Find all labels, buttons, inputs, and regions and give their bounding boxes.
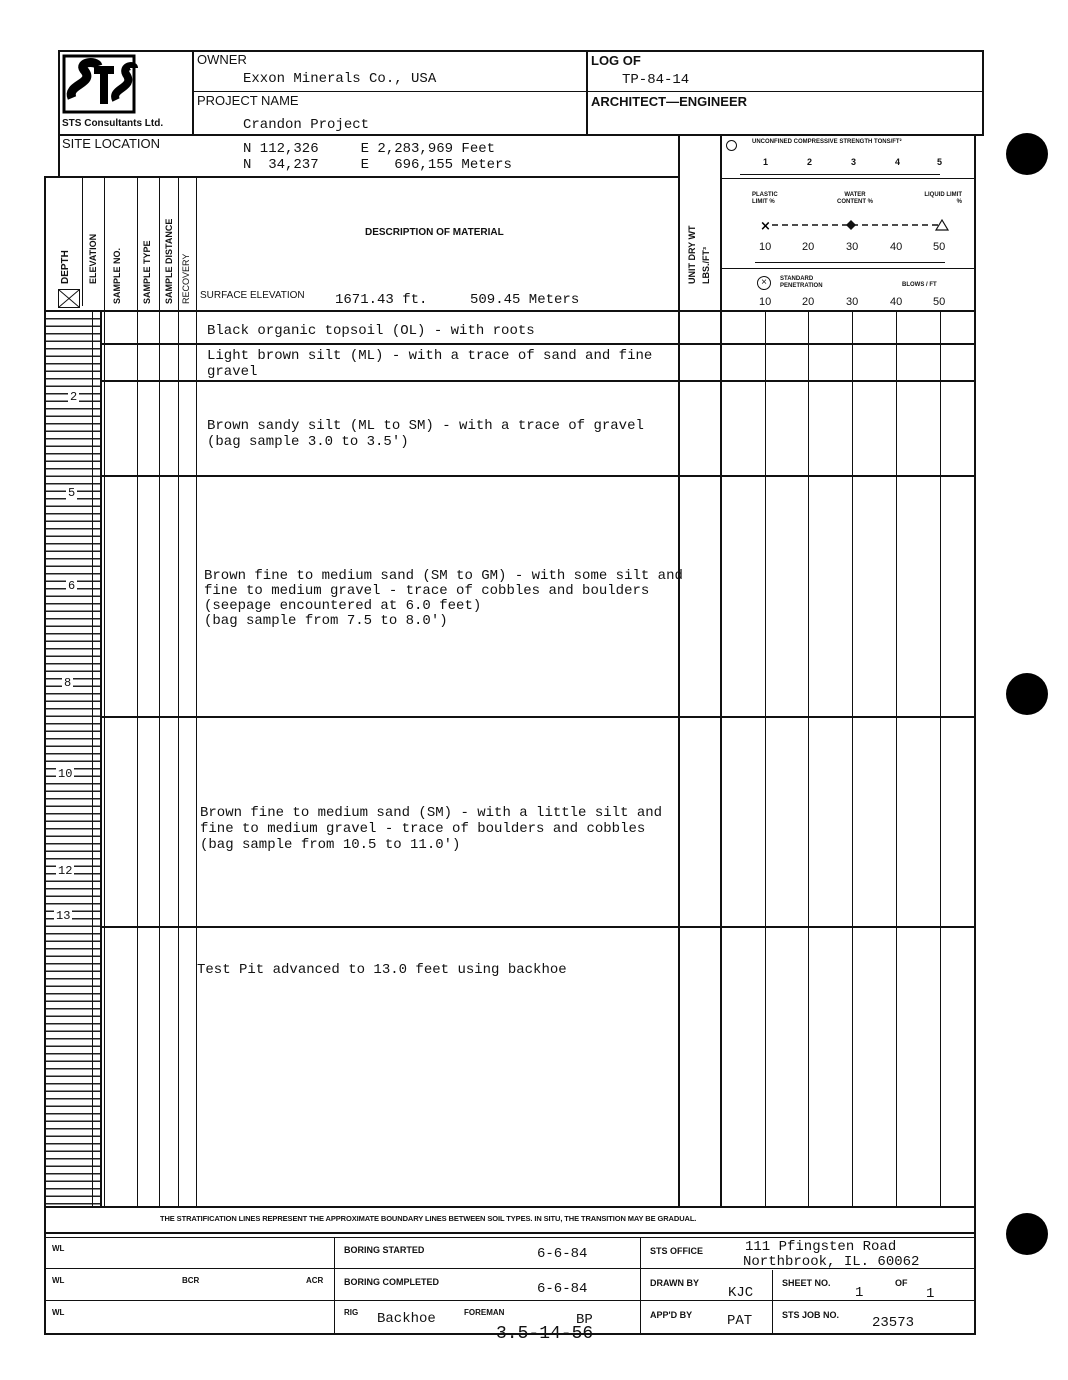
- layer-description: Light brown silt (ML) - with a trace of sand and fine gravel: [207, 348, 653, 380]
- project-value: Crandon Project: [243, 117, 370, 133]
- site-location-line1: N 112,326 E 2,283,969 Feet: [243, 141, 496, 157]
- footer-col-2: [640, 1238, 641, 1334]
- spt-tick-20: 20: [802, 296, 815, 308]
- sample-distance-header: SAMPLE DISTANCE: [164, 218, 174, 304]
- graph-col-4: [896, 310, 897, 1206]
- note-bottom: [44, 1232, 976, 1234]
- header-bottom: [58, 134, 984, 136]
- depth-col-divider: [92, 312, 93, 1206]
- surface-elevation-m: 509.45 Meters: [470, 292, 580, 308]
- sts-office-line2: Northbrook, IL. 60062: [743, 1254, 920, 1270]
- water-content-label: WATER CONTENT %: [837, 192, 873, 205]
- sample-no-header: SAMPLE NO.: [112, 247, 122, 304]
- col-unit-left: [678, 136, 680, 1208]
- owner-label: OWNER: [197, 52, 247, 67]
- strata-line-1: [102, 343, 976, 345]
- col-desc-left: [196, 176, 197, 1206]
- spt-label: STANDARD PENETRATION: [780, 276, 823, 289]
- col-elev-left: [82, 176, 83, 306]
- footer-col-1: [334, 1238, 335, 1334]
- depth-mark-5: 5: [68, 486, 76, 500]
- lbs-ft3-header: LBS./FT³: [701, 247, 711, 284]
- log-of-value: TP-84-14: [622, 72, 690, 88]
- binder-hole-bottom: [1006, 1213, 1048, 1255]
- recovery-header: RECOVERY: [181, 253, 191, 304]
- ucs-tick-4: 4: [895, 157, 901, 167]
- sheet-no-label: SHEET NO.: [782, 1278, 831, 1288]
- depth-mark-2: 2: [70, 390, 78, 404]
- layer-description: Black organic topsoil (OL) - with roots: [207, 323, 535, 339]
- wl-label-2: WL: [52, 1276, 65, 1285]
- ucs-circle-icon: [726, 140, 737, 151]
- depth-mark-6: 6: [68, 579, 76, 593]
- drawn-by-label: DRAWN BY: [650, 1278, 699, 1288]
- layer-description: Brown fine to medium sand (SM) - with a little silt and fine to medium gravel - trace of boulders and cobbles (bag sample from 10.5 to 11.0'): [200, 805, 663, 853]
- rig-label: RIG: [344, 1308, 359, 1317]
- appd-by-label: APP'D BY: [650, 1310, 693, 1320]
- foreman-label: FOREMAN: [464, 1308, 505, 1317]
- wc-tick-20: 20: [802, 241, 815, 253]
- company-name: STS Consultants Ltd.: [62, 118, 164, 129]
- graph-col-3: [852, 310, 853, 1206]
- graph-col-2: [808, 310, 809, 1206]
- depth-mark-12: 12: [58, 864, 73, 878]
- surface-elevation-label: SURFACE ELEVATION: [200, 290, 305, 301]
- bcr-label: BCR: [182, 1276, 200, 1285]
- sts-office-line1: 111 Pfingsten Road: [745, 1239, 897, 1255]
- frame-left-top: [58, 50, 60, 176]
- strata-line-2: [102, 380, 976, 382]
- body-top: [44, 310, 976, 312]
- elevation-header: ELEVATION: [88, 233, 98, 284]
- acr-label: ACR: [306, 1276, 324, 1285]
- site-location-line2: N 34,237 E 696,155 Meters: [243, 157, 512, 173]
- body-bottom: [44, 1206, 976, 1208]
- depth-mark-8: 8: [64, 676, 72, 690]
- layer-description: Brown sandy silt (ML to SM) - with a trace of gravel (bag sample 3.0 to 3.5'): [207, 418, 644, 450]
- boring-completed-label: BORING COMPLETED: [344, 1277, 440, 1287]
- col-recovery-left: [178, 176, 179, 1206]
- foreman-value: BP: [576, 1312, 593, 1328]
- graph-col-1: [765, 310, 766, 1206]
- col-header-top: [44, 176, 678, 178]
- blows-label: BLOWS / FT: [902, 282, 937, 288]
- rig-value: Backhoe: [377, 1311, 436, 1327]
- strata-line-5: [102, 926, 976, 928]
- graph-sep-2: [722, 268, 974, 269]
- project-label: PROJECT NAME: [197, 93, 299, 108]
- owner-project-divider: [192, 91, 984, 92]
- depth-x-box: [58, 289, 80, 308]
- ucs-tick-3: 3: [851, 157, 857, 167]
- mid-divider: [586, 50, 588, 134]
- wl-label-3: WL: [52, 1308, 65, 1317]
- ucs-axis: [740, 174, 940, 175]
- architect-label: ARCHITECT—ENGINEER: [591, 94, 748, 109]
- boring-completed-value: 6-6-84: [537, 1281, 588, 1297]
- of-value: 1: [926, 1286, 935, 1302]
- ucs-label: UNCONFINED COMPRESSIVE STRENGTH TONS/FT²: [752, 139, 902, 145]
- of-label: OF: [895, 1278, 908, 1288]
- col-type-left: [137, 176, 138, 1206]
- ucs-tick-1: 1: [763, 157, 769, 167]
- col-distance-left: [159, 176, 160, 1206]
- depth-mark-10: 10: [58, 767, 73, 781]
- surface-elevation-ft: 1671.43 ft.: [335, 292, 428, 308]
- spt-tick-50: 50: [933, 296, 946, 308]
- appd-by-value: PAT: [727, 1313, 753, 1329]
- page-number: 3.5-14-56: [496, 1324, 594, 1344]
- depth-hatch-right: [100, 312, 102, 1206]
- log-of-label: LOG OF: [591, 53, 641, 68]
- depth-header: DEPTH: [60, 250, 71, 284]
- job-no-label: STS JOB NO.: [782, 1310, 840, 1320]
- binder-hole-top: [1006, 133, 1048, 175]
- plastic-limit-label: PLASTIC LIMIT %: [752, 192, 778, 205]
- wc-tick-50: 50: [933, 241, 946, 253]
- footer-row-2: [44, 1300, 976, 1301]
- strata-line-3: [102, 475, 976, 477]
- wc-axis: [755, 262, 945, 263]
- graph-sep-1: [722, 178, 974, 179]
- ucs-tick-5: 5: [937, 157, 943, 167]
- spt-symbol-icon: ×: [757, 276, 771, 290]
- spt-tick-40: 40: [890, 296, 903, 308]
- layer-description: Brown fine to medium sand (SM to GM) - with some silt and fine to medium gravel - trace of cobbles and boulders (seepage encountered at 6.0 feet) (bag sample from 7.5 to 8.0'): [204, 568, 683, 629]
- sts-office-label: STS OFFICE: [650, 1246, 704, 1256]
- boring-started-label: BORING STARTED: [344, 1245, 425, 1255]
- job-no-value: 23573: [872, 1315, 915, 1331]
- spt-tick-30: 30: [846, 296, 859, 308]
- wc-tick-10: 10: [759, 241, 772, 253]
- owner-value: Exxon Minerals Co., USA: [243, 71, 437, 87]
- col-unit-right: [720, 136, 722, 1208]
- logo-divider: [192, 50, 194, 134]
- footer-col-3: [772, 1270, 773, 1334]
- unit-dry-wt-header: UNIT DRY WT: [687, 225, 697, 284]
- stratification-note: THE STRATIFICATION LINES REPRESENT THE APPROXIMATE BOUNDARY LINES BETWEEN SOIL TYPES. IN SITU, THE TRANSITION MAY BE GRADUAL.: [160, 1214, 697, 1223]
- sample-type-header: SAMPLE TYPE: [142, 240, 152, 304]
- wc-tick-30: 30: [846, 241, 859, 253]
- drawn-by-value: KJC: [728, 1285, 754, 1301]
- sheet-no-value: 1: [855, 1285, 864, 1301]
- boring-started-value: 6-6-84: [537, 1246, 588, 1262]
- strata-line-4: [102, 716, 976, 718]
- spt-tick-10: 10: [759, 296, 772, 308]
- site-location-label: SITE LOCATION: [62, 136, 160, 151]
- atterberg-symbol-line: [760, 218, 950, 232]
- binder-hole-middle: [1006, 673, 1048, 715]
- ucs-tick-2: 2: [807, 157, 813, 167]
- depth-hatch: [46, 312, 102, 1206]
- note-bottom-2: [44, 1237, 976, 1238]
- description-header: DESCRIPTION OF MATERIAL: [365, 227, 504, 238]
- layer-description: Test Pit advanced to 13.0 feet using backhoe: [197, 962, 567, 978]
- svg-text:×: ×: [760, 219, 771, 232]
- col-sample-left: [104, 176, 105, 1206]
- liquid-limit-label: LIQUID LIMIT %: [924, 192, 962, 205]
- depth-mark-13: 13: [56, 909, 71, 923]
- right-frame: [974, 136, 976, 1334]
- graph-col-5: [940, 310, 941, 1206]
- wl-label-1: WL: [52, 1244, 65, 1253]
- wc-tick-40: 40: [890, 241, 903, 253]
- sts-logo: [62, 54, 138, 114]
- frame-right-top: [982, 50, 984, 136]
